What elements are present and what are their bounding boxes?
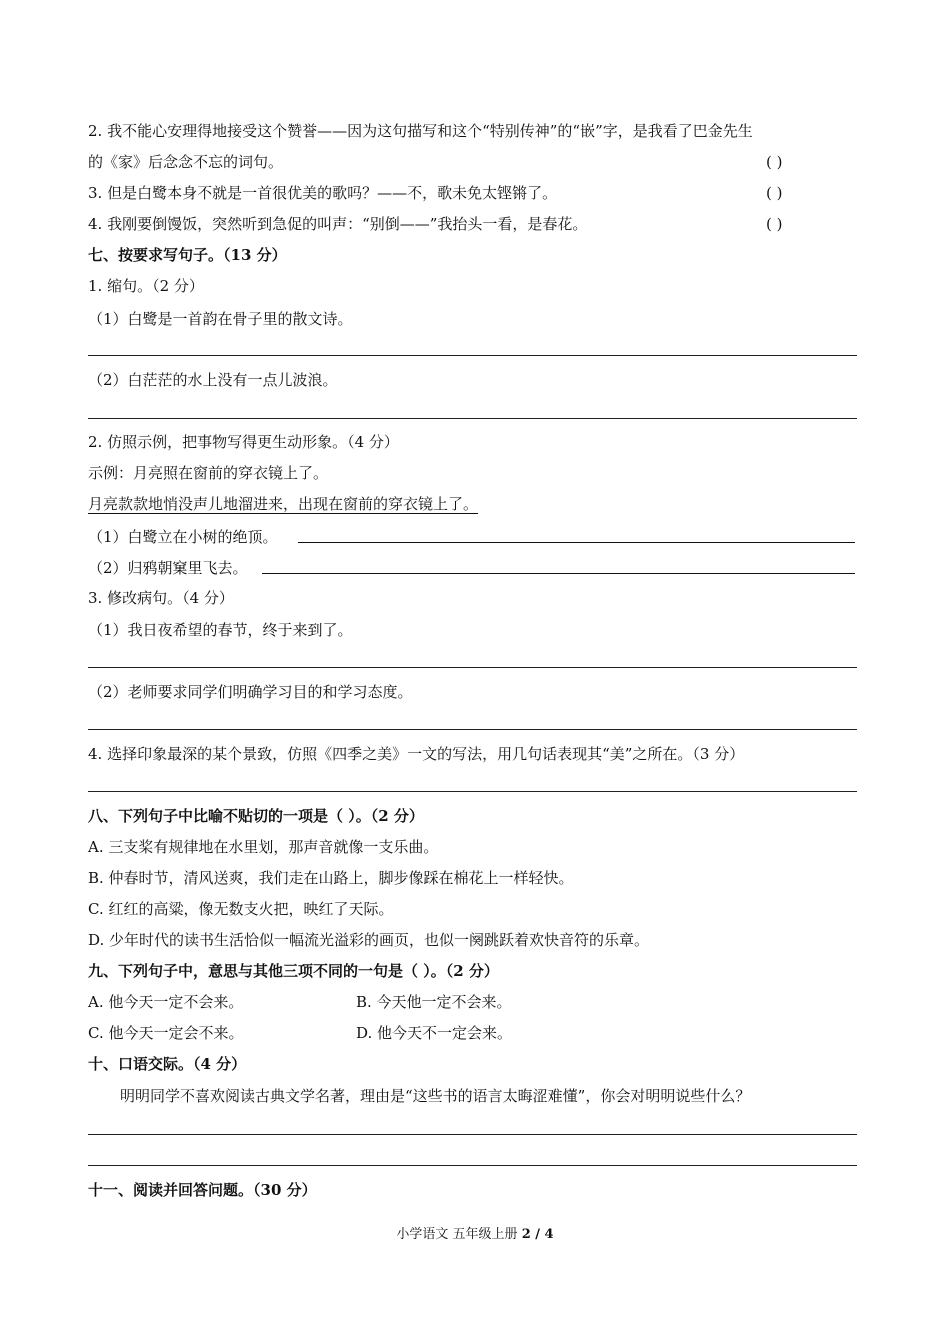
q7-sub3-b: （2）老师要求同学们明确学习目的和学习态度。 [88, 683, 413, 701]
q7-sub2-b: （2）归鸦朝窠里飞去。 [88, 559, 248, 577]
q7-sub3: 3. 修改病句。（4 分） [88, 589, 234, 607]
q7-sub4: 4. 选择印象最深的某个景致，仿照《四季之美》一文的写法，用几句话表现其“美”之所在。（3 分） [88, 745, 745, 763]
q7-sub1: 1. 缩句。（2 分） [88, 277, 204, 295]
fill-in-line[interactable] [262, 573, 855, 574]
q8-option-b[interactable]: B. 仲春时节，清风送爽，我们走在山路上，脚步像踩在棉花上一样轻快。 [88, 869, 574, 887]
q7-sub2-example: 示例：月亮照在窗前的穿衣镜上了。 [88, 464, 329, 482]
q9-option-a[interactable]: A. 他今天一定不会来。 [88, 993, 244, 1011]
q8-heading: 八、下列句子中比喻不贴切的一项是（ ）。（2 分） [88, 807, 424, 825]
q6-item3-answer-blank[interactable]: ( ) [766, 184, 783, 202]
q8-option-d[interactable]: D. 少年时代的读书生活恰似一幅流光溢彩的画页，也似一阕跳跃着欢快音符的乐章。 [88, 931, 650, 949]
answer-line[interactable] [88, 1134, 857, 1135]
fill-in-line[interactable] [298, 542, 855, 543]
q8-option-a[interactable]: A. 三支桨有规律地在水里划，那声音就像一支乐曲。 [88, 838, 439, 856]
answer-line[interactable] [88, 418, 857, 419]
q7-sub1-a: （1）白鹭是一首韵在骨子里的散文诗。 [88, 310, 353, 328]
answer-line[interactable] [88, 729, 857, 730]
q7-sub2: 2. 仿照示例，把事物写得更生动形象。（4 分） [88, 433, 399, 451]
q6-item2-line2: 的《家》后念念不忘的词句。 [88, 153, 284, 171]
answer-line[interactable] [88, 791, 857, 792]
q6-item2-answer-blank[interactable]: ( ) [766, 153, 783, 171]
q10-heading: 十、口语交际。（4 分） [88, 1055, 247, 1073]
q11-heading: 十一、阅读并回答问题。（30 分） [88, 1181, 317, 1199]
q6-item4-answer-blank[interactable]: ( ) [766, 215, 783, 233]
q7-sub2-a: （1）白鹭立在小树的绝顶。 [88, 528, 278, 546]
q7-sub2-example-answer: 月亮款款地悄没声儿地溜进来，出现在窗前的穿衣镜上了。 [88, 495, 479, 513]
q9-heading: 九、下列句子中，意思与其他三项不同的一句是（ ）。（2 分） [88, 962, 499, 980]
page-footer [0, 1226, 950, 1244]
answer-line[interactable] [88, 355, 857, 356]
q6-item4: 4. 我刚要倒馒饭，突然听到急促的叫声：“别倒——”我抬头一看，是春花。 [88, 215, 588, 233]
q7-sub1-b: （2）白茫茫的水上没有一点儿波浪。 [88, 371, 338, 389]
q6-item3: 3. 但是白鹭本身不就是一首很优美的歌吗？——不，歌未免太铿锵了。 [88, 184, 558, 202]
q9-option-c[interactable]: C. 他今天一定会不来。 [88, 1024, 244, 1042]
q7-sub3-a: （1）我日夜希望的春节，终于来到了。 [88, 621, 353, 639]
q7-heading: 七、按要求写句子。（13 分） [88, 246, 287, 264]
footer-subject: 小学语文 五年级上册 [396, 1227, 522, 1242]
q10-prompt: 明明同学不喜欢阅读古典文学名著，理由是“这些书的语言太晦涩难懂”，你会对明明说些什么？ [120, 1087, 751, 1105]
answer-line[interactable] [88, 667, 857, 668]
answer-line[interactable] [88, 1165, 857, 1166]
q9-option-d[interactable]: D. 他今天不一定会来。 [356, 1024, 513, 1042]
q6-item2-line1: 2. 我不能心安理得地接受这个赞誉——因为这句描写和这个“特别传神”的“嵌”字，是我看了巴金先生 [88, 122, 753, 140]
q9-option-b[interactable]: B. 今天他一定不会来。 [356, 993, 512, 1011]
footer-page-number: 2 / 4 [521, 1227, 554, 1242]
q8-option-c[interactable]: C. 红红的高粱，像无数支火把，映红了天际。 [88, 900, 394, 918]
